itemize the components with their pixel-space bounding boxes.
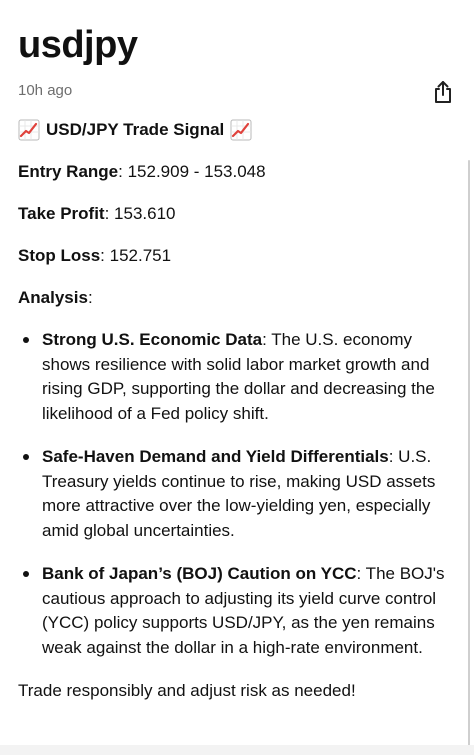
analysis-label: Analysis — [18, 288, 88, 307]
entry-range-line — [18, 160, 458, 184]
list-item — [18, 562, 458, 660]
scrollbar[interactable] — [468, 160, 470, 755]
point-title: Bank of Japan’s (BOJ) Caution on YCC — [42, 564, 357, 583]
post-title: usdjpy — [18, 24, 138, 66]
post-body — [18, 118, 458, 721]
stop-loss-value: : 152.751 — [100, 246, 172, 265]
analysis-heading — [18, 286, 458, 310]
take-profit-line — [18, 202, 458, 226]
take-profit-value: : 153.610 — [104, 204, 176, 223]
signal-heading-text: USD/JPY Trade Signal — [46, 120, 225, 139]
share-icon — [430, 79, 456, 105]
point-text: : U.S. Treasury yields continue to rise, making USD assets more attractive over the low-yielding yen, especially amid global uncertainties. — [42, 447, 436, 540]
bullet-icon — [23, 337, 29, 343]
bullet-icon — [23, 454, 29, 460]
share-button[interactable] — [430, 79, 456, 105]
analysis-colon: : — [87, 288, 93, 307]
entry-range-value: : 152.909 - 153.048 — [118, 162, 266, 181]
post-timestamp: 10h ago — [18, 82, 73, 99]
point-text: : The BOJ's cautious approach to adjusting its yield curve control (YCC) policy supports USD/JPY, as the yen remains weak against the dollar in a high-rate environment. — [42, 564, 445, 657]
bullet-icon — [23, 571, 29, 577]
take-profit-label: Take Profit — [18, 204, 105, 223]
chart-increasing-icon — [230, 119, 252, 141]
point-text: : The U.S. economy shows resilience with solid labor market growth and rising GDP, supporting the dollar and decreasing the likelihood of a Fed policy shift. — [42, 330, 435, 423]
signal-heading — [18, 118, 458, 142]
list-item — [18, 445, 458, 543]
entry-range-label: Entry Range — [18, 162, 119, 181]
stop-loss-line — [18, 244, 458, 268]
point-title: Safe-Haven Demand and Yield Differentials — [42, 447, 389, 466]
analysis-list — [18, 328, 458, 660]
list-item — [18, 328, 458, 426]
bottom-bar — [0, 745, 474, 755]
chart-increasing-icon — [18, 119, 40, 141]
closing-note: Trade responsibly and adjust risk as needed! — [18, 681, 356, 700]
point-title: Strong U.S. Economic Data — [42, 330, 263, 349]
stop-loss-label: Stop Loss — [18, 246, 101, 265]
